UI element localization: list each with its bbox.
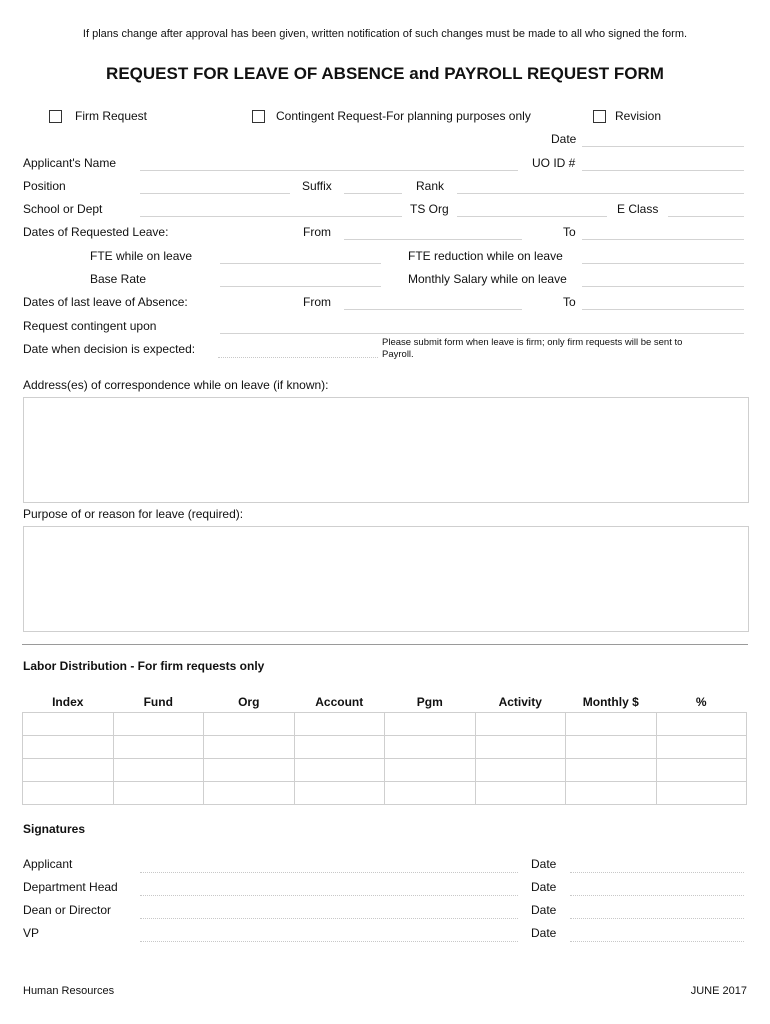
fte-leave-label: FTE while on leave — [90, 249, 193, 263]
footer-date: JUNE 2017 — [690, 985, 747, 997]
table-cell[interactable] — [294, 759, 385, 782]
sig-date-label: Date — [531, 880, 557, 894]
table-cell[interactable] — [475, 759, 566, 782]
sig-applicant-date-field[interactable] — [570, 872, 744, 873]
date-field[interactable] — [582, 146, 744, 147]
table-cell[interactable] — [385, 759, 476, 782]
footer-department: Human Resources — [23, 985, 115, 997]
last-leave-from-field[interactable] — [344, 309, 522, 310]
ts-org-label: TS Org — [410, 202, 449, 216]
sig-date-label: Date — [531, 857, 557, 871]
section-divider — [22, 644, 748, 645]
date-label: Date — [551, 132, 577, 146]
labor-distribution-title: Labor Distribution - For firm requests only — [23, 659, 265, 673]
decision-date-label: Date when decision is expected: — [23, 342, 196, 356]
col-index: Index — [52, 695, 84, 709]
addresses-textarea[interactable] — [23, 397, 749, 503]
contingent-request-checkbox[interactable] — [252, 110, 265, 123]
table-cell[interactable] — [656, 713, 747, 736]
col-org: Org — [238, 695, 260, 709]
sig-vp-date-field[interactable] — [570, 941, 744, 942]
monthly-salary-field[interactable] — [582, 286, 744, 287]
sig-dept-head-field[interactable] — [140, 895, 518, 896]
table-cell[interactable] — [113, 782, 204, 805]
table-cell[interactable] — [294, 736, 385, 759]
rank-field[interactable] — [457, 193, 744, 194]
suffix-label: Suffix — [302, 179, 332, 193]
last-leave-to-field[interactable] — [582, 309, 744, 310]
table-cell[interactable] — [23, 782, 114, 805]
from-label-1: From — [303, 225, 331, 239]
sig-dean-label: Dean or Director — [23, 903, 112, 917]
col-monthly: Monthly $ — [582, 695, 639, 709]
col-account: Account — [315, 695, 364, 709]
ts-org-field[interactable] — [457, 216, 607, 217]
suffix-field[interactable] — [344, 193, 402, 194]
requested-from-field[interactable] — [344, 239, 522, 240]
table-cell[interactable] — [475, 736, 566, 759]
labor-distribution-table — [22, 692, 747, 805]
applicant-name-field[interactable] — [140, 170, 518, 171]
e-class-label: E Class — [617, 202, 659, 216]
table-cell[interactable] — [566, 759, 657, 782]
table-cell[interactable] — [23, 759, 114, 782]
position-field[interactable] — [140, 193, 290, 194]
col-activity: Activity — [498, 695, 542, 709]
contingent-upon-field[interactable] — [220, 333, 744, 334]
table-row — [23, 759, 747, 782]
decision-date-field[interactable] — [218, 357, 378, 358]
school-dept-field[interactable] — [140, 216, 402, 217]
purpose-label: Purpose of or reason for leave (required): — [23, 507, 244, 521]
position-label: Position — [23, 179, 66, 193]
sig-applicant-label: Applicant — [23, 857, 73, 871]
applicant-name-label: Applicant's Name — [23, 156, 116, 170]
table-row — [23, 782, 747, 805]
fte-reduction-field[interactable] — [582, 263, 744, 264]
table-cell[interactable] — [385, 782, 476, 805]
table-cell[interactable] — [475, 713, 566, 736]
table-cell[interactable] — [204, 782, 295, 805]
table-cell[interactable] — [566, 736, 657, 759]
sig-applicant-field[interactable] — [140, 872, 518, 873]
sig-dean-field[interactable] — [140, 918, 518, 919]
e-class-field[interactable] — [668, 216, 744, 217]
revision-label: Revision — [615, 109, 662, 123]
table-cell[interactable] — [656, 759, 747, 782]
sig-dept-head-label: Department Head — [23, 880, 118, 894]
rank-label: Rank — [416, 179, 445, 193]
to-label-1: To — [563, 225, 576, 239]
table-cell[interactable] — [294, 713, 385, 736]
table-cell[interactable] — [113, 759, 204, 782]
table-cell[interactable] — [566, 713, 657, 736]
signatures-title: Signatures — [23, 822, 86, 836]
sig-date-label: Date — [531, 926, 557, 940]
contingent-upon-label: Request contingent upon — [23, 319, 157, 333]
to-label-2: To — [563, 295, 576, 309]
table-cell[interactable] — [204, 713, 295, 736]
table-cell[interactable] — [113, 713, 204, 736]
contingent-request-label: Contingent Request-For planning purposes only — [276, 109, 531, 123]
table-cell[interactable] — [656, 736, 747, 759]
sig-vp-label: VP — [23, 926, 40, 940]
monthly-salary-label: Monthly Salary while on leave — [408, 272, 567, 286]
form-title: REQUEST FOR LEAVE OF ABSENCE and PAYROLL REQUEST FORM — [106, 64, 664, 83]
table-cell[interactable] — [113, 736, 204, 759]
table-cell[interactable] — [294, 782, 385, 805]
sig-dean-date-field[interactable] — [570, 918, 744, 919]
sig-vp-field[interactable] — [140, 941, 518, 942]
dates-requested-label: Dates of Requested Leave: — [23, 225, 169, 239]
purpose-textarea[interactable] — [23, 526, 749, 632]
col-fund: Fund — [143, 695, 173, 709]
change-notice: If plans change after approval has been given, written notification of such changes must be made to all who signed the form. — [82, 28, 688, 40]
col-percent: % — [695, 695, 707, 709]
firm-request-label: Firm Request — [75, 109, 148, 123]
firm-request-checkbox[interactable] — [49, 110, 62, 123]
table-cell[interactable] — [475, 782, 566, 805]
col-pgm: Pgm — [416, 695, 443, 709]
sig-dept-head-date-field[interactable] — [570, 895, 744, 896]
table-cell[interactable] — [566, 782, 657, 805]
fte-reduction-label: FTE reduction while on leave — [408, 249, 563, 263]
sig-date-label: Date — [531, 903, 557, 917]
base-rate-field[interactable] — [220, 286, 381, 287]
table-cell[interactable] — [204, 736, 295, 759]
submit-note: Please submit form when leave is firm; only firm requests will be sent to Payroll. — [382, 337, 683, 360]
table-row — [23, 736, 747, 759]
table-cell[interactable] — [23, 736, 114, 759]
table-cell[interactable] — [204, 759, 295, 782]
revision-checkbox[interactable] — [593, 110, 606, 123]
uo-id-field[interactable] — [582, 170, 744, 171]
school-dept-label: School or Dept — [23, 202, 103, 216]
table-cell[interactable] — [385, 736, 476, 759]
table-cell[interactable] — [656, 782, 747, 805]
dates-last-leave-label: Dates of last leave of Absence: — [23, 295, 188, 309]
base-rate-label: Base Rate — [90, 272, 147, 286]
table-cell[interactable] — [385, 713, 476, 736]
from-label-2: From — [303, 295, 331, 309]
table-row — [23, 713, 747, 736]
requested-to-field[interactable] — [582, 239, 744, 240]
fte-leave-field[interactable] — [220, 263, 381, 264]
table-cell[interactable] — [23, 713, 114, 736]
addresses-label: Address(es) of correspondence while on leave (if known): — [23, 378, 329, 392]
uo-id-label: UO ID # — [532, 156, 576, 170]
